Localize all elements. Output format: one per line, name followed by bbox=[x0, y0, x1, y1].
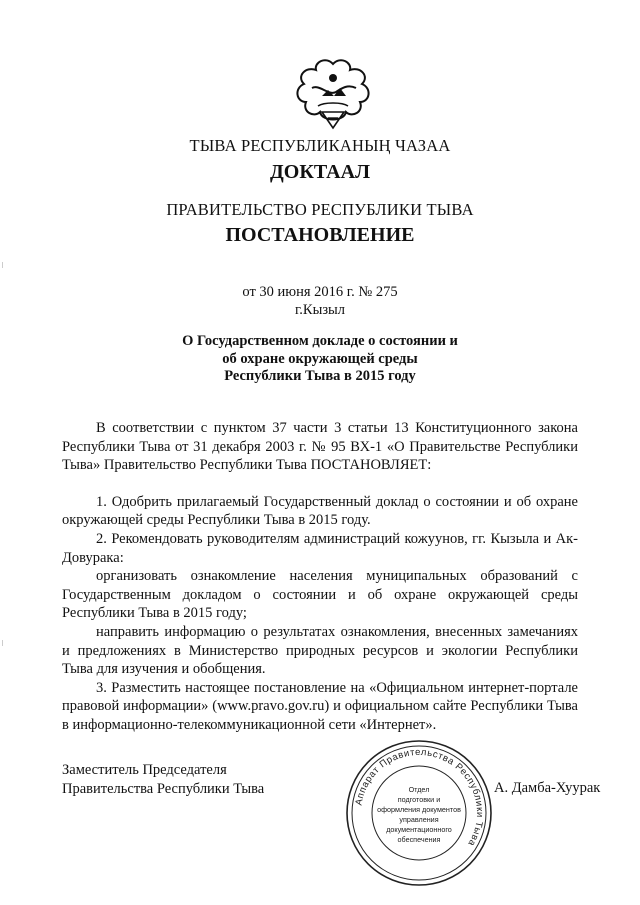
document-city: г.Кызыл bbox=[294, 302, 346, 318]
document-date-number: от 30 июня 2016 г. № 275 bbox=[242, 284, 398, 300]
signatory-name: А. Дамба-Хуурак bbox=[494, 780, 601, 796]
header-doctype-tuvan: ДОКТААЛ bbox=[270, 161, 370, 183]
signatory-position-line: Правительства Республики Тыва bbox=[62, 780, 265, 797]
signatory-position-line: Заместитель Председателя bbox=[62, 762, 227, 778]
item-2-subitem-2: направить информацию о результатах ознакомления, внесенных замечаниях и предложениях в Министерство природных ресурсов и экологии Республики Тыва для изучения и обобщения. bbox=[62, 623, 578, 678]
item-2-subitem-1: организовать ознакомление населения муниципальных образований с Государственным докладом о состоянии и об охране окружающей среды Республики Тыва в 2015 году; bbox=[62, 568, 578, 622]
official-stamp bbox=[344, 738, 494, 888]
stamp-ring-text: Аппарат Правительства Республики Тыва bbox=[353, 746, 486, 849]
signatory-position bbox=[62, 761, 264, 798]
scan-edge-mark bbox=[2, 262, 3, 268]
subject-line: Республики Тыва в 2015 году bbox=[224, 368, 416, 384]
tuva-coat-of-arms-icon bbox=[292, 58, 374, 134]
document-subject bbox=[0, 333, 640, 386]
stamp-center-line: Отдел bbox=[408, 785, 430, 794]
preamble-paragraph: В соответствии с пунктом 37 части 3 статьи 13 Конституционного закона Республики Тыва от 31 декабря 2003 г. № 95 ВХ-1 «О Правительстве Республики Тыва» Правительство Республики Тыва ПОСТАНОВЛЯЕТ: bbox=[62, 420, 578, 474]
stamp-center-line: оформления документов bbox=[377, 805, 461, 814]
stamp-center-line: документационного bbox=[386, 825, 452, 834]
item-3-paragraph: 3. Разместить настоящее постановление на «Официальном интернет-портале правовой информации» (www.pravo.gov.ru) и официальном сайте Республики Тыва в информационно-телекоммуникационной сети «Интернет». bbox=[62, 679, 578, 733]
header-title-tuvan: ТЫВА РЕСПУБЛИКАНЫҢ ЧАЗАА bbox=[189, 136, 451, 155]
stamp-center-line: обеспечения bbox=[397, 835, 441, 844]
document-body bbox=[62, 419, 578, 735]
stamp-center-line: подготовки и bbox=[397, 795, 441, 804]
item-2-paragraph: 2. Рекомендовать руководителям администраций кожуунов, гг. Кызыла и Ак-Довурака: bbox=[62, 530, 578, 566]
subject-line: О Государственном докладе о состоянии и bbox=[182, 333, 458, 349]
scan-edge-mark bbox=[2, 640, 3, 646]
header-title-russian: ПРАВИТЕЛЬСТВО РЕСПУБЛИКИ ТЫВА bbox=[166, 200, 474, 219]
header-doctype-russian: ПОСТАНОВЛЕНИЕ bbox=[225, 224, 415, 246]
subject-line: об охране окружающей среды bbox=[222, 350, 418, 367]
item-1-paragraph: 1. Одобрить прилагаемый Государственный доклад о состоянии и об охране окружающей среды Республики Тыва в 2015 году. bbox=[62, 493, 578, 529]
stamp-center-line: управления bbox=[399, 815, 439, 824]
